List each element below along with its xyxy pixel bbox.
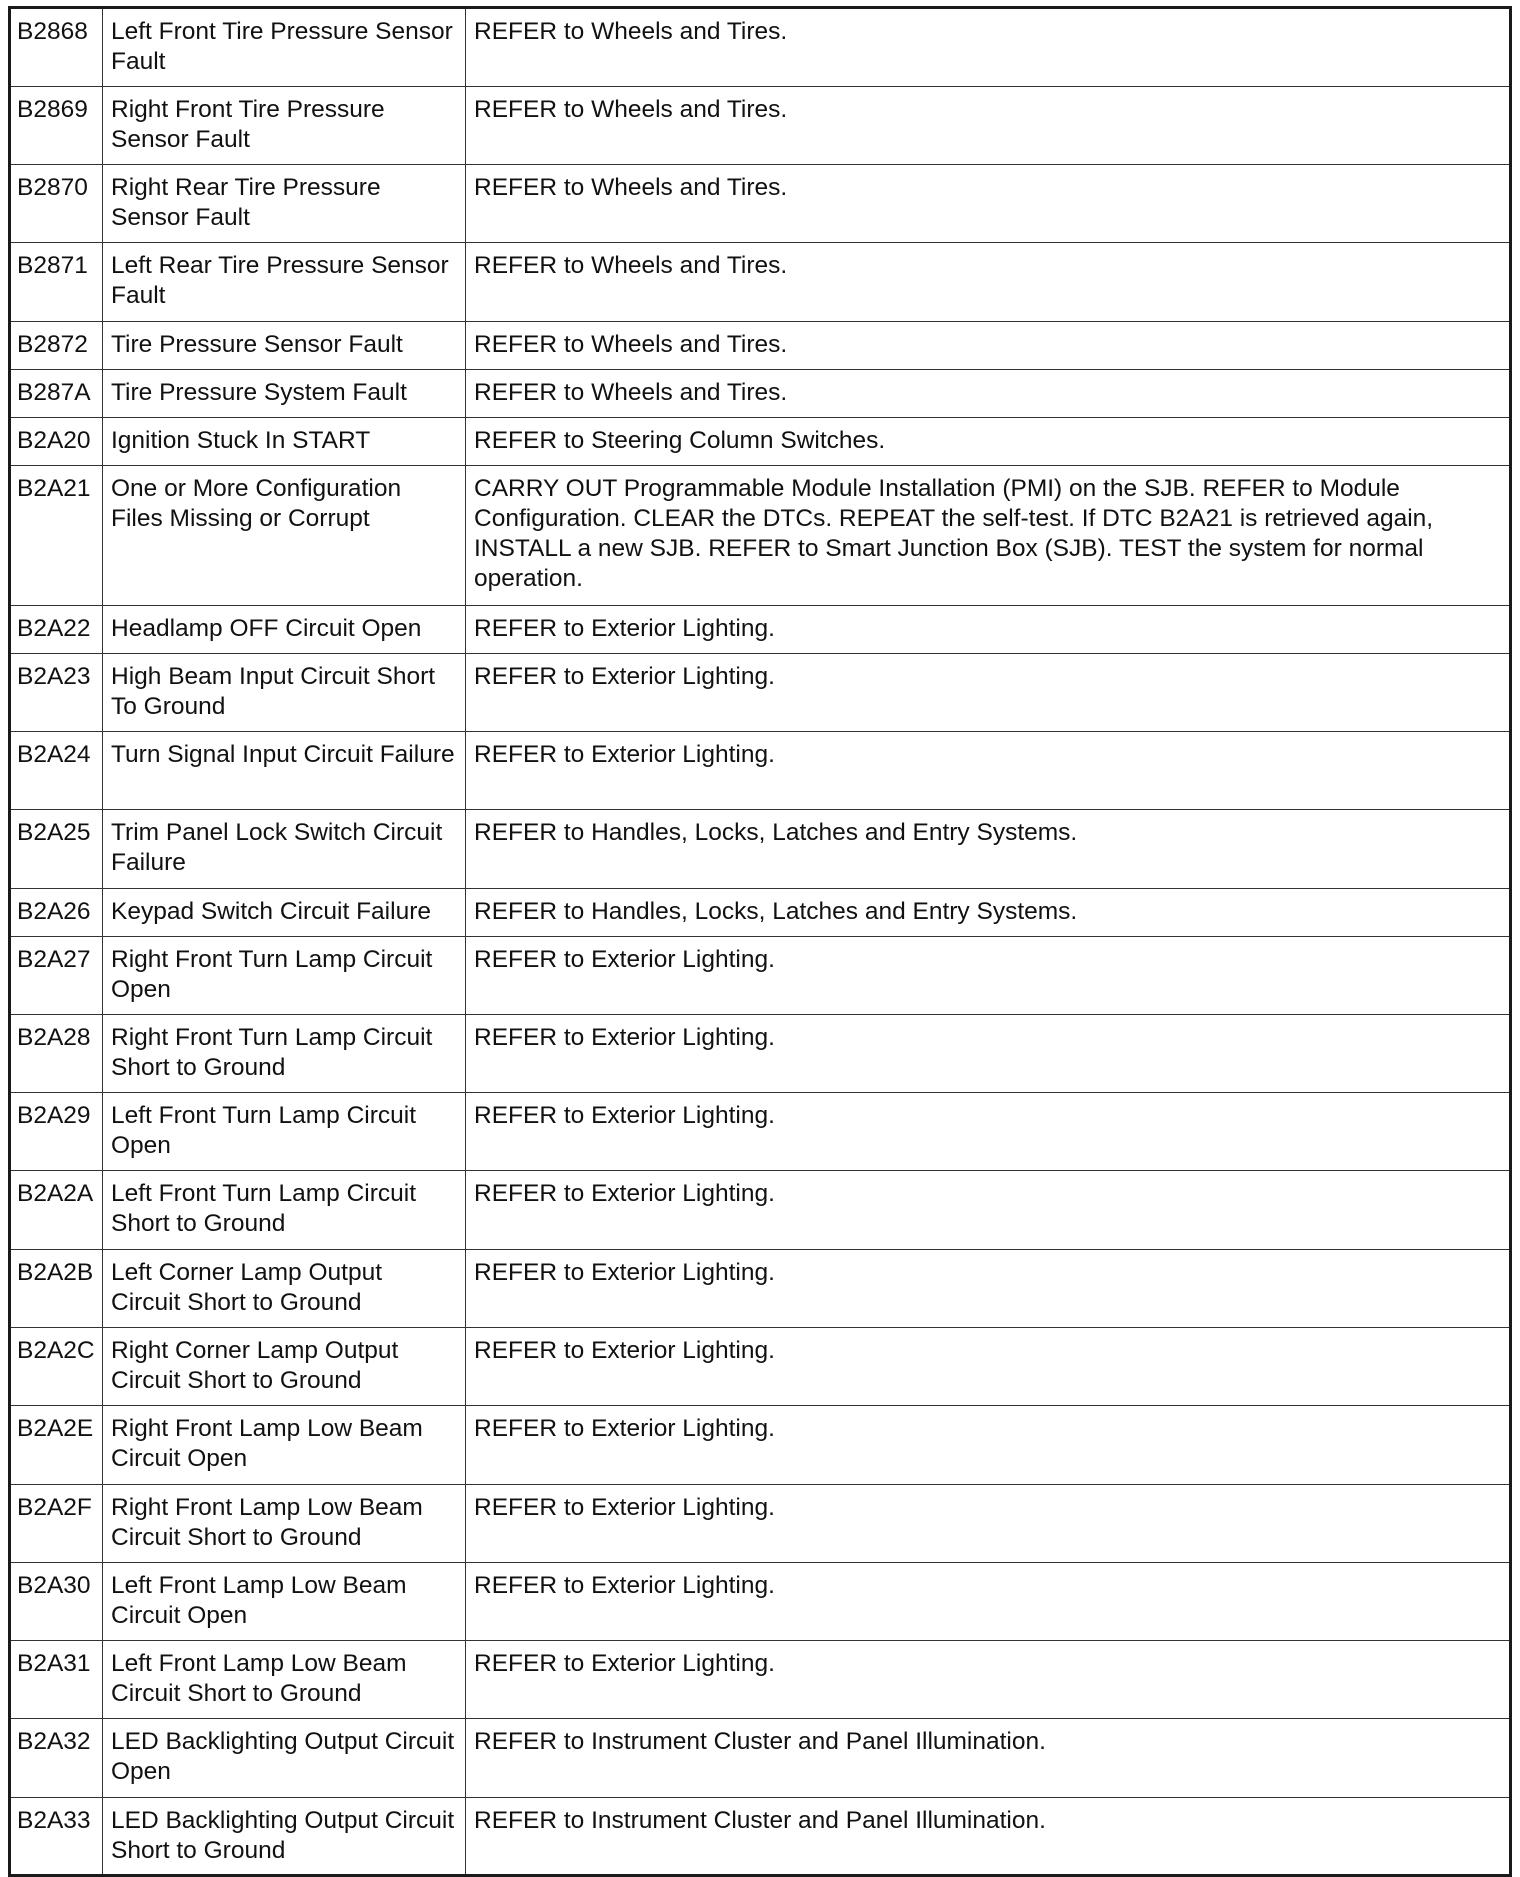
dtc-description-cell: Left Front Turn Lamp Circuit Short to Ground — [103, 1171, 466, 1250]
dtc-code-cell: B2A2F — [10, 1485, 103, 1563]
table-row — [10, 243, 1511, 322]
dtc-table — [8, 6, 1512, 1877]
dtc-description-cell: Trim Panel Lock Switch Circuit Failure — [103, 810, 466, 889]
table-row — [10, 1406, 1511, 1485]
dtc-action-cell: REFER to Exterior Lighting. — [466, 1328, 1511, 1406]
dtc-description-cell: Right Front Tire Pressure Sensor Fault — [103, 87, 466, 165]
dtc-description-cell: Left Front Lamp Low Beam Circuit Open — [103, 1563, 466, 1641]
dtc-code-cell: B2A20 — [10, 418, 103, 466]
table-row — [10, 466, 1511, 606]
dtc-description-cell: Left Corner Lamp Output Circuit Short to Ground — [103, 1250, 466, 1328]
dtc-table-body — [10, 8, 1511, 1876]
dtc-code-cell: B2872 — [10, 322, 103, 370]
dtc-action-cell: REFER to Exterior Lighting. — [466, 1406, 1511, 1485]
dtc-code-cell: B2868 — [10, 8, 103, 87]
dtc-code-cell: B2A2C — [10, 1328, 103, 1406]
dtc-description-cell: Keypad Switch Circuit Failure — [103, 889, 466, 937]
table-row — [10, 606, 1511, 654]
dtc-description-cell: High Beam Input Circuit Short To Ground — [103, 654, 466, 732]
dtc-description-cell: Tire Pressure System Fault — [103, 370, 466, 418]
table-row — [10, 165, 1511, 243]
dtc-action-cell: REFER to Wheels and Tires. — [466, 370, 1511, 418]
dtc-action-cell: CARRY OUT Programmable Module Installation (PMI) on the SJB. REFER to Module Configuration. CLEAR the DTCs. REPEAT the self-test. If DTC B2A21 is retrieved again, INSTALL a new SJB. REFER to Smart Junction Box (SJB). TEST the system for normal operation. — [466, 466, 1511, 606]
dtc-code-cell: B2A33 — [10, 1798, 103, 1876]
dtc-description-cell: Left Front Lamp Low Beam Circuit Short to Ground — [103, 1641, 466, 1719]
dtc-action-cell: REFER to Handles, Locks, Latches and Entry Systems. — [466, 810, 1511, 889]
dtc-code-cell: B287A — [10, 370, 103, 418]
table-row — [10, 810, 1511, 889]
dtc-code-cell: B2A21 — [10, 466, 103, 606]
dtc-code-cell: B2A28 — [10, 1015, 103, 1093]
table-row — [10, 654, 1511, 732]
dtc-action-cell: REFER to Wheels and Tires. — [466, 87, 1511, 165]
table-row — [10, 889, 1511, 937]
dtc-code-cell: B2A29 — [10, 1093, 103, 1171]
dtc-action-cell: REFER to Exterior Lighting. — [466, 654, 1511, 732]
dtc-description-cell: One or More Configuration Files Missing or Corrupt — [103, 466, 466, 606]
dtc-description-cell: Right Front Turn Lamp Circuit Short to Ground — [103, 1015, 466, 1093]
dtc-code-cell: B2869 — [10, 87, 103, 165]
dtc-description-cell: Right Front Turn Lamp Circuit Open — [103, 937, 466, 1015]
table-row — [10, 1093, 1511, 1171]
dtc-description-cell: Ignition Stuck In START — [103, 418, 466, 466]
table-row — [10, 732, 1511, 810]
dtc-action-cell: REFER to Wheels and Tires. — [466, 243, 1511, 322]
dtc-code-cell: B2A22 — [10, 606, 103, 654]
dtc-action-cell: REFER to Instrument Cluster and Panel Illumination. — [466, 1798, 1511, 1876]
table-row — [10, 370, 1511, 418]
dtc-description-cell: Left Front Tire Pressure Sensor Fault — [103, 8, 466, 87]
dtc-description-cell: LED Backlighting Output Circuit Short to Ground — [103, 1798, 466, 1876]
dtc-code-cell: B2A2A — [10, 1171, 103, 1250]
table-row — [10, 1563, 1511, 1641]
dtc-code-cell: B2A2B — [10, 1250, 103, 1328]
dtc-action-cell: REFER to Exterior Lighting. — [466, 1171, 1511, 1250]
dtc-code-cell: B2A32 — [10, 1719, 103, 1798]
dtc-code-cell: B2A24 — [10, 732, 103, 810]
table-row — [10, 1015, 1511, 1093]
dtc-action-cell: REFER to Instrument Cluster and Panel Illumination. — [466, 1719, 1511, 1798]
table-row — [10, 1328, 1511, 1406]
dtc-code-cell: B2871 — [10, 243, 103, 322]
dtc-code-cell: B2A2E — [10, 1406, 103, 1485]
dtc-description-cell: Right Corner Lamp Output Circuit Short to Ground — [103, 1328, 466, 1406]
dtc-action-cell: REFER to Exterior Lighting. — [466, 937, 1511, 1015]
dtc-code-cell: B2A23 — [10, 654, 103, 732]
dtc-description-cell: LED Backlighting Output Circuit Open — [103, 1719, 466, 1798]
dtc-action-cell: REFER to Wheels and Tires. — [466, 322, 1511, 370]
dtc-description-cell: Right Front Lamp Low Beam Circuit Short to Ground — [103, 1485, 466, 1563]
dtc-action-cell: REFER to Wheels and Tires. — [466, 165, 1511, 243]
dtc-action-cell: REFER to Handles, Locks, Latches and Entry Systems. — [466, 889, 1511, 937]
table-row — [10, 418, 1511, 466]
dtc-description-cell: Tire Pressure Sensor Fault — [103, 322, 466, 370]
table-row — [10, 322, 1511, 370]
dtc-code-cell: B2A25 — [10, 810, 103, 889]
dtc-action-cell: REFER to Wheels and Tires. — [466, 8, 1511, 87]
dtc-action-cell: REFER to Exterior Lighting. — [466, 1015, 1511, 1093]
dtc-code-cell: B2A30 — [10, 1563, 103, 1641]
dtc-description-cell: Left Front Turn Lamp Circuit Open — [103, 1093, 466, 1171]
table-row — [10, 8, 1511, 87]
dtc-action-cell: REFER to Exterior Lighting. — [466, 1641, 1511, 1719]
dtc-code-cell: B2A26 — [10, 889, 103, 937]
table-row — [10, 1485, 1511, 1563]
dtc-action-cell: REFER to Exterior Lighting. — [466, 1093, 1511, 1171]
table-row — [10, 87, 1511, 165]
dtc-action-cell: REFER to Exterior Lighting. — [466, 1250, 1511, 1328]
dtc-code-cell: B2A31 — [10, 1641, 103, 1719]
dtc-action-cell: REFER to Exterior Lighting. — [466, 1563, 1511, 1641]
dtc-action-cell: REFER to Steering Column Switches. — [466, 418, 1511, 466]
table-row — [10, 937, 1511, 1015]
table-row — [10, 1171, 1511, 1250]
table-row — [10, 1798, 1511, 1876]
dtc-code-cell: B2A27 — [10, 937, 103, 1015]
table-row — [10, 1719, 1511, 1798]
dtc-code-cell: B2870 — [10, 165, 103, 243]
dtc-description-cell: Right Front Lamp Low Beam Circuit Open — [103, 1406, 466, 1485]
dtc-action-cell: REFER to Exterior Lighting. — [466, 606, 1511, 654]
dtc-description-cell: Right Rear Tire Pressure Sensor Fault — [103, 165, 466, 243]
dtc-action-cell: REFER to Exterior Lighting. — [466, 1485, 1511, 1563]
dtc-description-cell: Headlamp OFF Circuit Open — [103, 606, 466, 654]
dtc-description-cell: Left Rear Tire Pressure Sensor Fault — [103, 243, 466, 322]
table-row — [10, 1250, 1511, 1328]
dtc-description-cell: Turn Signal Input Circuit Failure — [103, 732, 466, 810]
dtc-action-cell: REFER to Exterior Lighting. — [466, 732, 1511, 810]
table-row — [10, 1641, 1511, 1719]
